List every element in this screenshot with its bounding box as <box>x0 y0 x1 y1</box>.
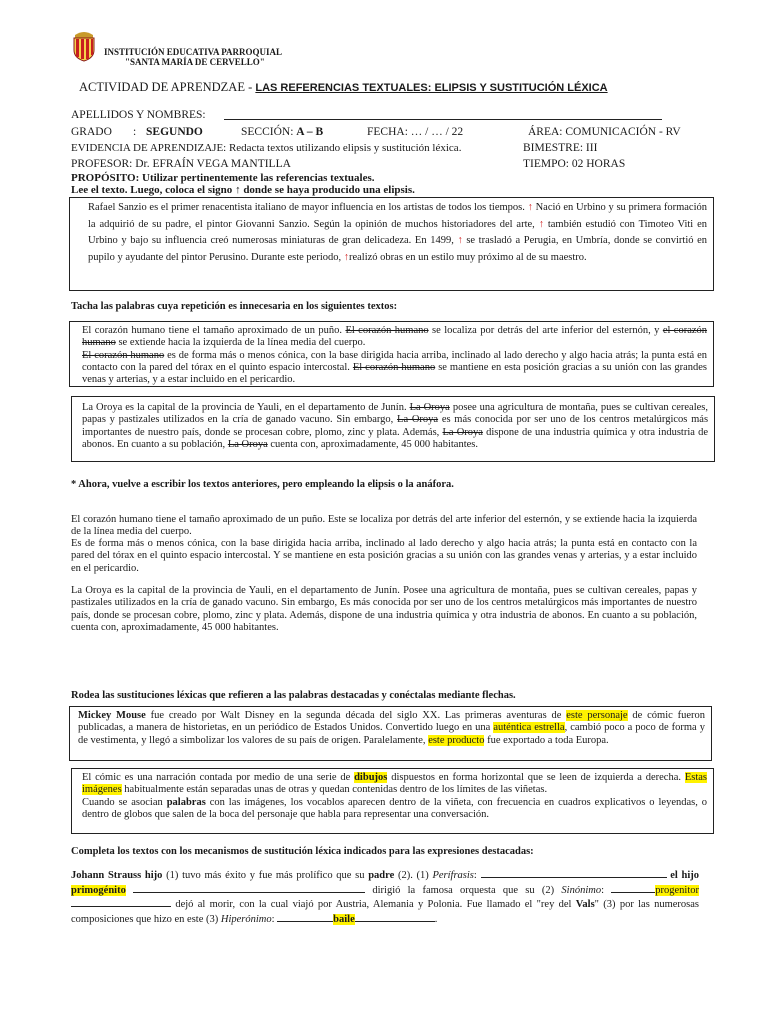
answer-progenitor: progenitor <box>655 884 700 896</box>
rewrite-heart-1: El corazón humano tiene el tamaño aproximado de un puño. Este se localiza por detrás del arte inferior del esternón, y se extiende hacia la izquierda de la línea media del cuerpo. <box>71 514 697 538</box>
comic-t4: Cuando se asocian <box>82 796 163 808</box>
struck-word: La Oroya <box>442 426 483 438</box>
answer-blank-3[interactable] <box>611 883 655 893</box>
date-value: … / … / 22 <box>410 126 464 138</box>
grade-label: GRADO <box>71 126 112 138</box>
strauss-keyword: Johann Strauss hijo <box>71 870 163 881</box>
struck-word: el corazón humano <box>82 325 708 349</box>
purpose-text: Utilizar pertinentemente las referencias textuales. <box>142 172 375 184</box>
ellipsis-arrow-icon: ↑ <box>343 251 349 263</box>
up-arrow-icon: ↑ <box>235 184 241 196</box>
strauss-t1: (1) tuvo más éxito y fue más prolífico que su <box>166 870 365 881</box>
names-label: APELLIDOS Y NOMBRES: <box>71 109 206 121</box>
period: . <box>434 913 438 925</box>
struck-word: La Oroya <box>409 402 450 413</box>
oroya-paragraph <box>82 402 708 451</box>
section-5-title: Completa los textos con los mecanismos de sustitución léxica indicados para las expresiones destacadas: <box>71 846 534 857</box>
hiperonimo-label: Hiperónimo <box>220 913 272 925</box>
heart-p3: se extiende hacia la izquierda de la línea media del cuerpo. <box>118 337 366 349</box>
mickey-t3: , cambió poco a poco de forma y de vestimenta, y llegó a simbolizar los valores de su país de origen. Paralelamente, <box>78 722 705 746</box>
strauss-el: el <box>670 870 678 881</box>
section-2-title: Tacha las palabras cuya repetición es innecesaria en los siguientes textos: <box>71 301 398 312</box>
section-3-title: * Ahora, vuelve a escribir los textos anteriores, pero empleando la elipsis o la anáfora. <box>71 479 454 490</box>
mickey-t4: fue exportado a toda Europa. <box>487 734 609 746</box>
comic-t3: habitualmente están separadas unas de otras y quedan contenidas dentro de los límites de las viñetas. <box>124 784 548 796</box>
raphael-paragraph <box>88 200 707 266</box>
vals-keyword: Vals <box>575 899 595 910</box>
answer-blank-4[interactable] <box>71 897 171 907</box>
institution-name: INSTITUCIÓN EDUCATIVA PARROQUIAL <box>104 47 283 57</box>
strauss-t4: dejó al morir, con la cual viajó por Austria, Alemania y Polonia. Fue llamado el "rey del <box>175 899 572 910</box>
grade-value: SEGUNDO <box>146 126 203 138</box>
raphael-s2: Nació en Urbino y su primera formación la adquirió de su padre, el pintor Giovanni Sanzio. Según la opinión de muchos historiadores del arte, <box>88 202 708 230</box>
area-label: ÁREA: COMUNICACIÓN - RV <box>528 126 681 138</box>
struck-word: La Oroya <box>397 414 439 426</box>
text-box-raphael <box>69 197 714 291</box>
raphael-s3: también estudió con Timoteo Viti en Urbino y bajo su influencia creó numerosas miniaturas de gran delicadeza. En 1499, <box>88 218 708 246</box>
date-field <box>367 126 463 138</box>
highlight-substitution: este personaje <box>566 710 628 721</box>
mickey-t2: de cómic fueron publicadas, a manera de historietas, en un periódico de Estados Unidos. Convertido luego en una <box>78 710 705 734</box>
comic-t2: dispuestos en forma horizontal que se leen de izquierda a derecha. <box>391 772 682 783</box>
struck-word: La Oroya <box>227 438 268 450</box>
struck-word: El corazón humano <box>345 325 429 336</box>
answer-blank-6[interactable] <box>355 912 435 922</box>
colon: : <box>271 913 275 925</box>
ellipsis-arrow-icon: ↑ <box>457 235 463 246</box>
activity-prefix: ACTIVIDAD DE APRENDZAE - <box>79 80 253 94</box>
purpose-row <box>71 172 374 184</box>
activity-title <box>79 80 608 95</box>
strauss-t5: " (3) por las numerosas composiciones que hizo en este (3) <box>71 899 700 925</box>
text-box-comic <box>71 768 714 834</box>
answer-primogenito: primogénito <box>71 884 126 896</box>
strauss-hijo: hijo <box>681 870 700 881</box>
comic-t5: con las imágenes, los vocablos aparecen dentro de la viñeta, con frecuencia en cuadros explicativos o leyendas, o dentro de globos que salen de la boca del personaje que habla para representar una conversación. <box>82 796 708 820</box>
instruction-1-a: Lee el texto. Luego, coloca el signo <box>71 184 233 196</box>
answer-baile: baile <box>333 913 355 925</box>
answer-blank-2[interactable] <box>133 883 365 893</box>
raphael-s4: se trasladó a Perugia, en Umbría, donde se convirtió en pupilo y ayudante del pintor Perusino. Durante este periodo, <box>88 235 708 263</box>
time-text: TIEMPO: 02 HORAS <box>523 158 626 170</box>
comic-t1: El cómic es una narración contada por medio de una serie de <box>82 772 351 783</box>
comic-keyword: palabras <box>166 796 206 808</box>
strauss-t2: (2). (1) <box>397 870 429 881</box>
purpose-label: PROPÓSITO: <box>71 172 140 184</box>
date-label: FECHA: <box>367 126 408 138</box>
ellipsis-arrow-icon: ↑ <box>527 202 533 213</box>
section-field <box>241 126 323 138</box>
mickey-t1: fue creado por Walt Disney en la segunda década del siglo XX. Las primeras aventuras de <box>150 710 562 721</box>
section-value: A – B <box>296 126 324 138</box>
school-name: "SANTA MARÍA DE CERVELLO" <box>125 57 265 67</box>
rewrite-oroya: La Oroya es la capital de la provincia de Yauli, en el departamento de Junín. Posee una agricultura de montaña, pues se cultivan cereales, papas y pastizales utilizados en la cría de ganado vacuno. Sin embargo, Es más conocida por ser uno de los centros metalúrgicos más importantes de nuestro país, donde se procesan cobre, plomo, zinc y plata. Además, dispone de una industria química y otra industria de abonos. En cuanto a su población, cuenta con, aproximadamente, 45 000 habitantes. <box>71 585 697 633</box>
sinonimo-label: Sinónimo <box>561 884 602 896</box>
oroya-p5: cuenta con, aproximadamente, 45 000 habitantes. <box>270 438 478 450</box>
strauss-t3: dirigió la famosa orquesta que su (2) <box>372 884 555 896</box>
names-field[interactable] <box>224 119 662 120</box>
grade-sep: : <box>133 126 137 138</box>
raphael-s1: Rafael Sanzio es el primer renacentista italiano de mayor influencia en los artistas de todos los tiempos. <box>88 202 525 213</box>
highlight-substitution: este producto <box>428 734 485 746</box>
highlight-substitution: auténtica estrella <box>493 722 565 734</box>
rewrite-heart-2: Es de forma más o menos cónica, con la base dirigida hacia arriba, inclinado al lado derecho y algo hacia atrás; la punta está en contacto con la pared del tórax en el quinto espacio intercostal. Y se mantiene en esta posición gracias a su unión con las grandes venas y arterias, y a estar incluido en el pericardio. <box>71 538 697 574</box>
text-box-heart <box>69 321 714 387</box>
oroya-p1: La Oroya es la capital de la provincia de Yauli, en el departamento de Junín. <box>82 402 407 413</box>
colon: : <box>473 870 477 881</box>
raphael-s5: realizó obras en un estilo muy próximo al de su maestro. <box>348 251 587 263</box>
instruction-1-b: donde se haya producido una elipsis. <box>243 184 415 196</box>
heart-p4: es de forma más o menos cónica, con la base dirigida hacia arriba, inclinado al lado derecho y algo hacia atrás; la punta está en contacto con la pared del tórax en el quinto espacio intercostal. <box>82 349 708 373</box>
bimester-text: BIMESTRE: III <box>523 142 598 154</box>
highlight-substitution: Estas imágenes <box>82 772 708 796</box>
padre-keyword: padre <box>368 870 395 881</box>
struck-word: El corazón humano <box>352 361 436 373</box>
perifrasis-label: Perífrasis <box>432 870 474 881</box>
mickey-paragraph <box>78 710 705 747</box>
oroya-p4: dispone de una industria química y otra industria de abonos. En cuanto a su población, <box>82 426 708 450</box>
strauss-paragraph <box>71 868 699 926</box>
oroya-p3: es más conocida por ser uno de los centros metalúrgicos más importantes de nuestro país, donde se procesan cobre, plomo, zinc y plata. Además, <box>82 414 709 438</box>
heart-paragraph <box>82 325 707 386</box>
school-crest-icon <box>71 30 97 62</box>
instruction-1 <box>71 184 415 196</box>
oroya-p2: posee una agricultura de montaña, pues se cultivan cereales, papas y pastizales utilizados en la cría de ganado vacuno. Sin embargo, <box>82 402 708 426</box>
mickey-keyword: Mickey Mouse <box>78 710 146 721</box>
text-box-mickey <box>69 706 712 761</box>
comic-paragraph <box>82 772 707 821</box>
answer-blank-1[interactable] <box>481 868 667 878</box>
ellipsis-arrow-icon: ↑ <box>538 218 544 230</box>
answer-blank-5[interactable] <box>277 912 333 922</box>
text-box-oroya <box>71 396 715 462</box>
heart-p2: se localiza por detrás del arte inferior del esternón, y <box>432 325 660 336</box>
highlight-keyword: dibujos <box>354 772 388 783</box>
teacher-text: PROFESOR: Dr. EFRAÍN VEGA MANTILLA <box>71 158 291 170</box>
section-label: SECCIÓN: <box>241 126 294 138</box>
evidence-text: EVIDENCIA DE APRENDIZAJE: Redacta textos utilizando elipsis y sustitución léxica. <box>71 142 462 154</box>
names-row <box>71 109 206 121</box>
struck-word: El corazón humano <box>82 349 165 361</box>
colon: : <box>601 884 604 896</box>
heart-p5: se mantiene en esta posición gracias a su unión con las grandes venas y arterias, y a estar incluido en el pericardio. <box>82 361 708 386</box>
section-4-title: Rodea las sustituciones léxicas que refieren a las palabras destacadas y conéctalas mediante flechas. <box>71 690 516 701</box>
heart-p1: El corazón humano tiene el tamaño aproximado de un puño. <box>82 325 343 336</box>
activity-topic: LAS REFERENCIAS TEXTUALES: ELIPSIS Y SUSTITUCIÓN LÉXICA <box>255 82 608 94</box>
